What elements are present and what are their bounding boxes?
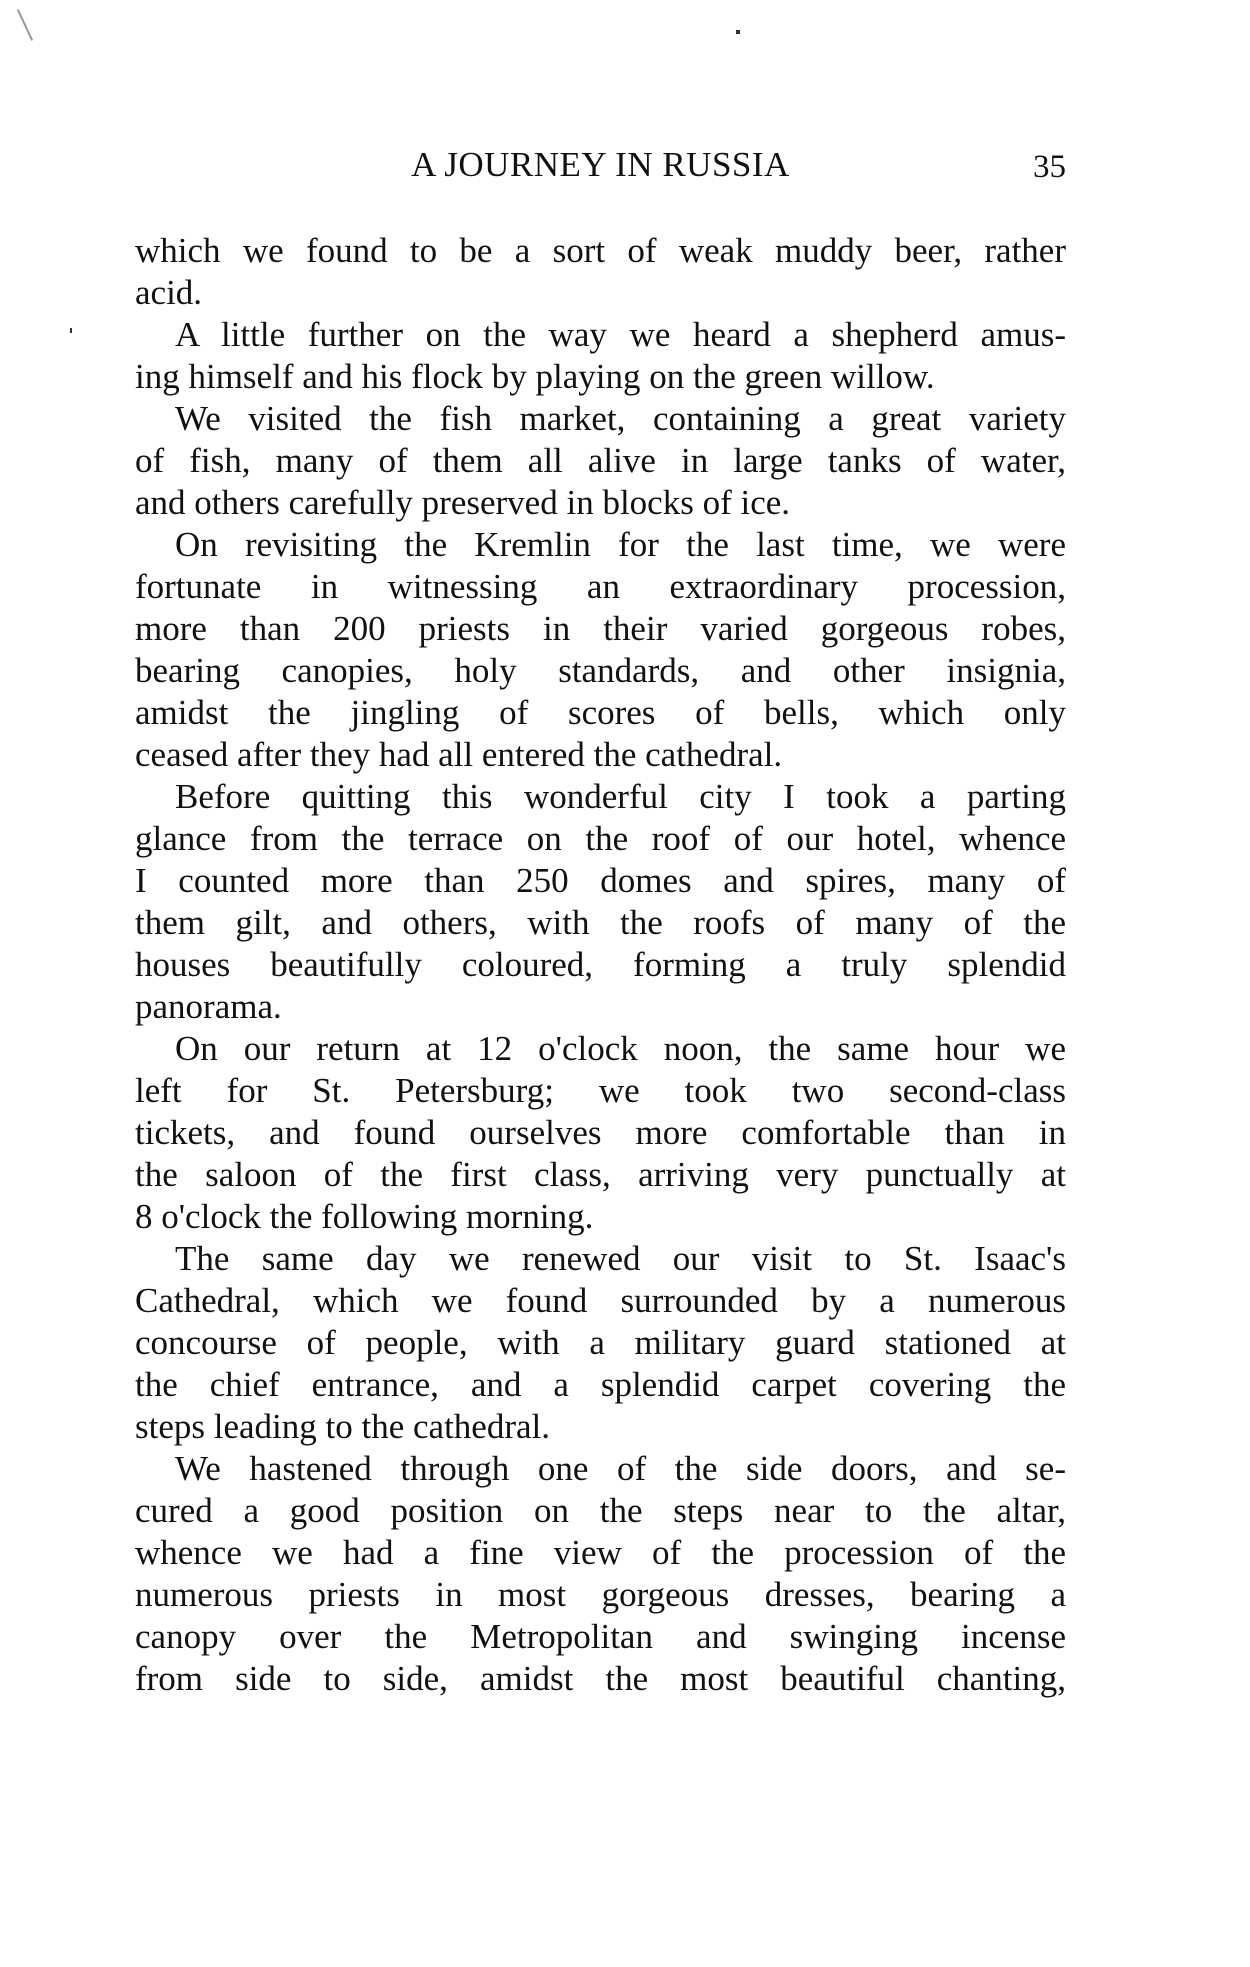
text-line: panorama.	[135, 987, 282, 1026]
paragraph	[135, 1028, 1066, 1238]
text-line: Before quitting this wonderful city I took a parting	[175, 777, 1066, 816]
scan-mark	[736, 30, 740, 34]
text-line: canopy over the Metropolitan and swinging incense	[135, 1617, 1066, 1656]
page-number: 35	[1033, 149, 1066, 185]
text-line: concourse of people, with a military guard stationed at	[135, 1323, 1066, 1362]
text-line: tickets, and found ourselves more comfortable than in	[135, 1113, 1066, 1152]
text-line: the saloon of the first class, arriving very punctually at	[135, 1155, 1066, 1194]
text-line: 8 o'clock the following morning.	[135, 1197, 594, 1236]
text-line: fortunate in witnessing an extraordinary procession,	[135, 567, 1066, 606]
text-line: I counted more than 250 domes and spires, many of	[135, 861, 1066, 900]
body-text	[135, 230, 1066, 1700]
text-line: bearing canopies, holy standards, and other insignia,	[135, 651, 1066, 690]
text-line: acid.	[135, 273, 203, 312]
text-line: ceased after they had all entered the cathedral.	[135, 735, 783, 774]
text-line: whence we had a fine view of the procession of the	[135, 1533, 1066, 1572]
paragraph	[135, 524, 1066, 776]
text-line: Cathedral, which we found surrounded by a numerous	[135, 1281, 1066, 1320]
paragraph	[135, 398, 1066, 524]
text-line: We visited the fish market, containing a great variety	[175, 399, 1066, 438]
text-line: The same day we renewed our visit to St. Isaac's	[175, 1239, 1066, 1278]
scan-mark	[70, 328, 72, 333]
paragraph	[135, 1448, 1066, 1700]
text-line: cured a good position on the steps near to the altar,	[135, 1491, 1066, 1530]
text-line: from side to side, amidst the most beautiful chanting,	[135, 1659, 1066, 1698]
text-line: amidst the jingling of scores of bells, which only	[135, 693, 1066, 732]
text-line: On revisiting the Kremlin for the last time, we were	[175, 525, 1066, 564]
running-title: A JOURNEY IN RUSSIA	[411, 145, 790, 184]
text-line: We hastened through one of the side doors, and se-	[175, 1449, 1066, 1488]
text-line: glance from the terrace on the roof of our hotel, whence	[135, 819, 1066, 858]
text-line: more than 200 priests in their varied gorgeous robes,	[135, 609, 1066, 648]
text-line: and others carefully preserved in blocks of ice.	[135, 483, 791, 522]
text-line: On our return at 12 o'clock noon, the same hour we	[175, 1029, 1066, 1068]
paragraph	[135, 776, 1066, 1028]
text-line: numerous priests in most gorgeous dresses, bearing a	[135, 1575, 1066, 1614]
text-line: of fish, many of them all alive in large tanks of water,	[135, 441, 1066, 480]
text-line: left for St. Petersburg; we took two second-class	[135, 1071, 1066, 1110]
page-header	[135, 145, 1066, 195]
paragraph	[135, 314, 1066, 398]
text-line: which we found to be a sort of weak muddy beer, rather	[135, 231, 1066, 270]
text-line: the chief entrance, and a splendid carpet covering the	[135, 1365, 1066, 1404]
text-line: houses beautifully coloured, forming a truly splendid	[135, 945, 1066, 984]
scan-mark	[17, 9, 33, 41]
text-line: steps leading to the cathedral.	[135, 1407, 550, 1446]
text-line: ing himself and his flock by playing on the green willow.	[135, 357, 935, 396]
text-line: A little further on the way we heard a shepherd amus-	[175, 315, 1066, 354]
paragraph	[135, 1238, 1066, 1448]
text-line: them gilt, and others, with the roofs of many of the	[135, 903, 1066, 942]
paragraph	[135, 230, 1066, 314]
